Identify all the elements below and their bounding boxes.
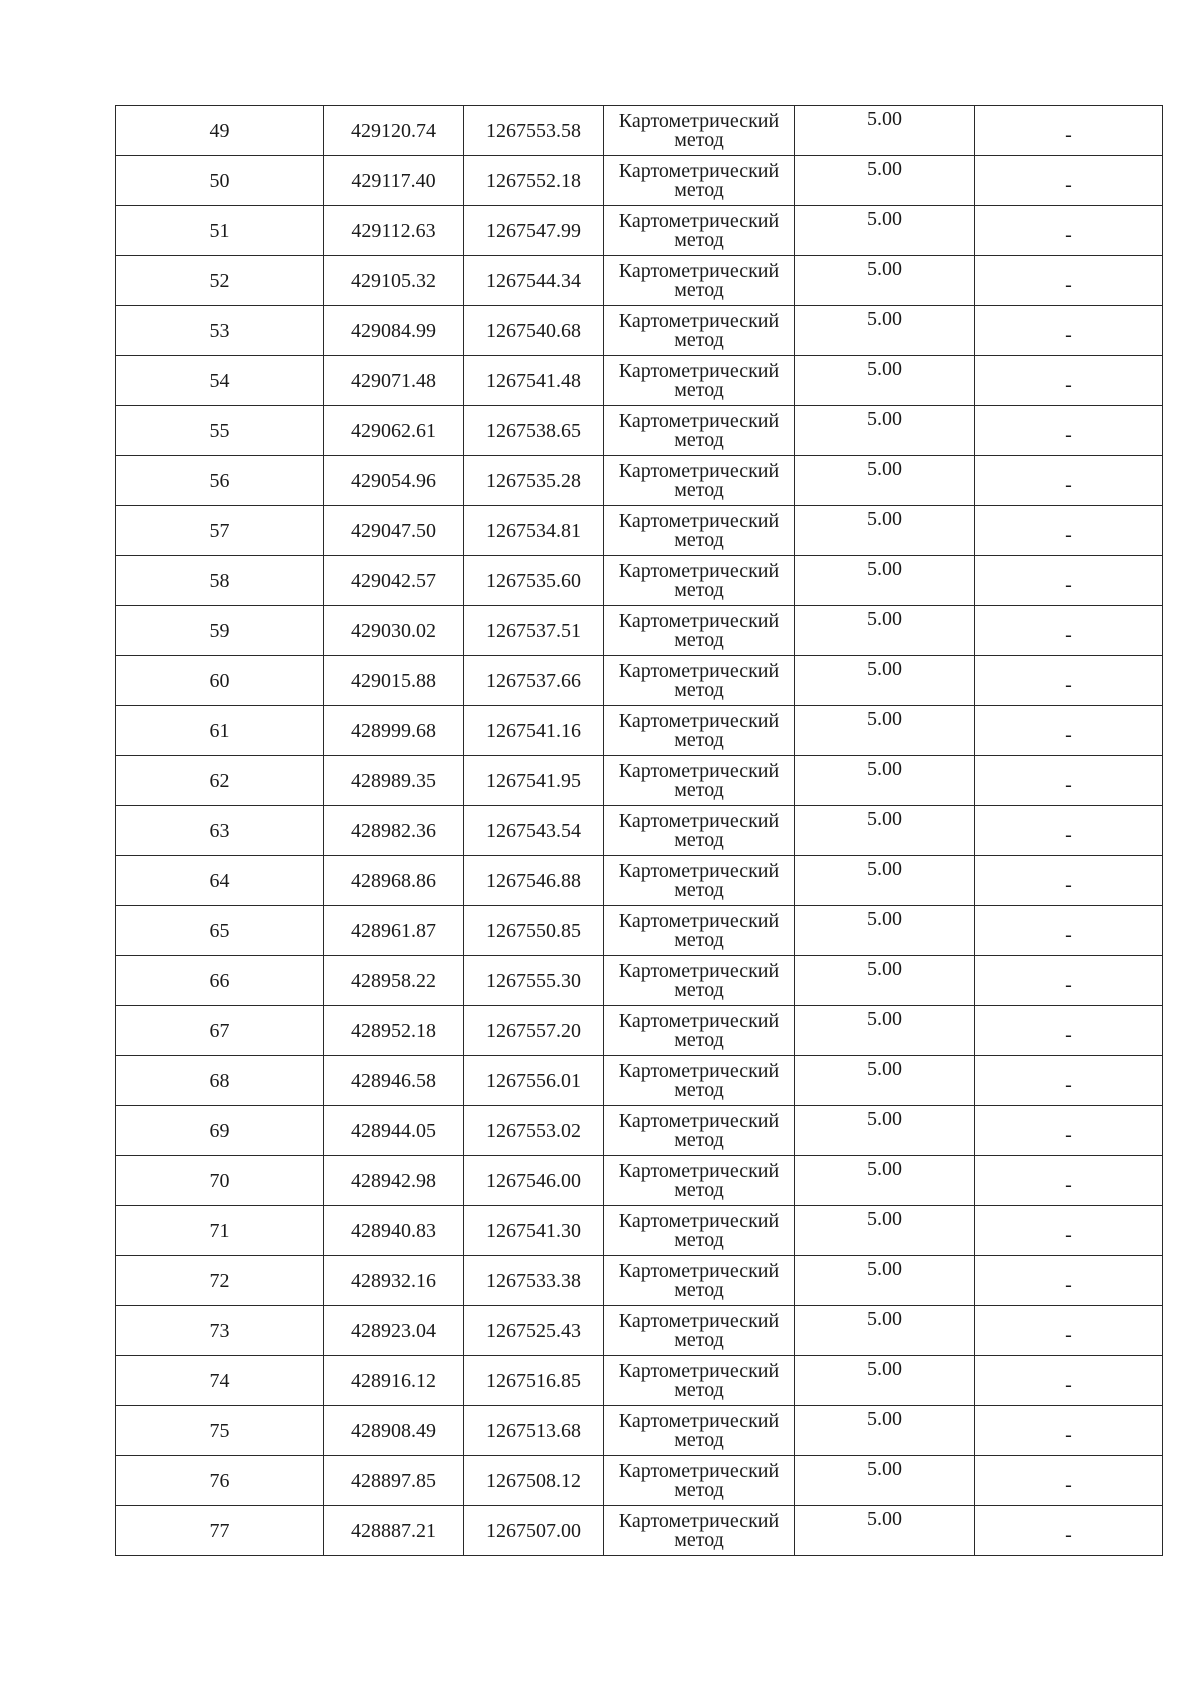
description-cell: - bbox=[975, 956, 1163, 1006]
x-coordinate-cell: 428961.87 bbox=[324, 906, 464, 956]
point-number-cell: 57 bbox=[116, 506, 324, 556]
method-line-1: Картометрический bbox=[618, 960, 780, 982]
point-number-cell: 50 bbox=[116, 156, 324, 206]
y-coordinate-cell: 1267535.28 bbox=[464, 456, 604, 506]
description-cell: - bbox=[975, 856, 1163, 906]
method-cell bbox=[604, 1156, 795, 1206]
description-cell: - bbox=[975, 906, 1163, 956]
table-row bbox=[116, 606, 1163, 656]
point-number-cell: 55 bbox=[116, 406, 324, 456]
method-cell bbox=[604, 656, 795, 706]
accuracy-cell: 5.00 bbox=[795, 606, 975, 656]
x-coordinate-cell: 428908.49 bbox=[324, 1406, 464, 1456]
method-line-2: метод bbox=[674, 1529, 724, 1551]
y-coordinate-cell: 1267543.54 bbox=[464, 806, 604, 856]
method-line-2: метод bbox=[674, 529, 724, 551]
accuracy-cell: 5.00 bbox=[795, 1306, 975, 1356]
method-line-2: метод bbox=[674, 1279, 724, 1301]
table-row bbox=[116, 556, 1163, 606]
method-line-2: метод bbox=[674, 879, 724, 901]
table-row bbox=[116, 1406, 1163, 1456]
method-cell bbox=[604, 956, 795, 1006]
description-cell: - bbox=[975, 606, 1163, 656]
x-coordinate-cell: 429030.02 bbox=[324, 606, 464, 656]
method-line-2: метод bbox=[674, 829, 724, 851]
y-coordinate-cell: 1267535.60 bbox=[464, 556, 604, 606]
accuracy-cell: 5.00 bbox=[795, 106, 975, 156]
method-cell bbox=[604, 556, 795, 606]
method-line-1: Картометрический bbox=[618, 1060, 780, 1082]
x-coordinate-cell: 428897.85 bbox=[324, 1456, 464, 1506]
x-coordinate-cell: 428958.22 bbox=[324, 956, 464, 1006]
method-line-2: метод bbox=[674, 479, 724, 501]
accuracy-cell: 5.00 bbox=[795, 956, 975, 1006]
y-coordinate-cell: 1267546.88 bbox=[464, 856, 604, 906]
y-coordinate-cell: 1267537.66 bbox=[464, 656, 604, 706]
y-coordinate-cell: 1267534.81 bbox=[464, 506, 604, 556]
method-line-1: Картометрический bbox=[618, 760, 780, 782]
table-row bbox=[116, 906, 1163, 956]
accuracy-cell: 5.00 bbox=[795, 1356, 975, 1406]
table-row bbox=[116, 656, 1163, 706]
y-coordinate-cell: 1267541.95 bbox=[464, 756, 604, 806]
method-line-1: Картометрический bbox=[618, 210, 780, 232]
table-row bbox=[116, 156, 1163, 206]
description-cell: - bbox=[975, 1156, 1163, 1206]
accuracy-cell: 5.00 bbox=[795, 206, 975, 256]
method-line-1: Картометрический bbox=[618, 610, 780, 632]
description-cell: - bbox=[975, 256, 1163, 306]
method-cell bbox=[604, 206, 795, 256]
method-line-2: метод bbox=[674, 629, 724, 651]
method-line-1: Картометрический bbox=[618, 110, 780, 132]
x-coordinate-cell: 428952.18 bbox=[324, 1006, 464, 1056]
y-coordinate-cell: 1267540.68 bbox=[464, 306, 604, 356]
method-cell bbox=[604, 1006, 795, 1056]
x-coordinate-cell: 428944.05 bbox=[324, 1106, 464, 1156]
y-coordinate-cell: 1267553.02 bbox=[464, 1106, 604, 1156]
method-line-2: метод bbox=[674, 329, 724, 351]
method-cell bbox=[604, 456, 795, 506]
method-line-1: Картометрический bbox=[618, 1510, 780, 1532]
x-coordinate-cell: 429042.57 bbox=[324, 556, 464, 606]
x-coordinate-cell: 428942.98 bbox=[324, 1156, 464, 1206]
x-coordinate-cell: 428940.83 bbox=[324, 1206, 464, 1256]
accuracy-cell: 5.00 bbox=[795, 406, 975, 456]
y-coordinate-cell: 1267507.00 bbox=[464, 1506, 604, 1556]
accuracy-cell: 5.00 bbox=[795, 506, 975, 556]
table-row bbox=[116, 306, 1163, 356]
method-line-2: метод bbox=[674, 729, 724, 751]
method-cell bbox=[604, 106, 795, 156]
method-line-1: Картометрический bbox=[618, 910, 780, 932]
point-number-cell: 56 bbox=[116, 456, 324, 506]
point-number-cell: 71 bbox=[116, 1206, 324, 1256]
table-row bbox=[116, 256, 1163, 306]
x-coordinate-cell: 428989.35 bbox=[324, 756, 464, 806]
point-number-cell: 67 bbox=[116, 1006, 324, 1056]
table-row bbox=[116, 1456, 1163, 1506]
accuracy-cell: 5.00 bbox=[795, 706, 975, 756]
y-coordinate-cell: 1267541.30 bbox=[464, 1206, 604, 1256]
method-line-2: метод bbox=[674, 779, 724, 801]
method-line-1: Картометрический bbox=[618, 1010, 780, 1032]
method-line-2: метод bbox=[674, 1379, 724, 1401]
x-coordinate-cell: 428932.16 bbox=[324, 1256, 464, 1306]
point-number-cell: 65 bbox=[116, 906, 324, 956]
accuracy-cell: 5.00 bbox=[795, 1056, 975, 1106]
x-coordinate-cell: 429084.99 bbox=[324, 306, 464, 356]
method-line-2: метод bbox=[674, 979, 724, 1001]
x-coordinate-cell: 428946.58 bbox=[324, 1056, 464, 1106]
y-coordinate-cell: 1267552.18 bbox=[464, 156, 604, 206]
accuracy-cell: 5.00 bbox=[795, 556, 975, 606]
point-number-cell: 61 bbox=[116, 706, 324, 756]
point-number-cell: 64 bbox=[116, 856, 324, 906]
coordinates-table-body bbox=[116, 106, 1163, 1556]
x-coordinate-cell: 428916.12 bbox=[324, 1356, 464, 1406]
y-coordinate-cell: 1267541.16 bbox=[464, 706, 604, 756]
x-coordinate-cell: 428968.86 bbox=[324, 856, 464, 906]
method-cell bbox=[604, 906, 795, 956]
table-row bbox=[116, 956, 1163, 1006]
description-cell: - bbox=[975, 1456, 1163, 1506]
method-cell bbox=[604, 1456, 795, 1506]
method-line-1: Картометрический bbox=[618, 1310, 780, 1332]
table-row bbox=[116, 1006, 1163, 1056]
x-coordinate-cell: 428999.68 bbox=[324, 706, 464, 756]
y-coordinate-cell: 1267553.58 bbox=[464, 106, 604, 156]
x-coordinate-cell: 428982.36 bbox=[324, 806, 464, 856]
description-cell: - bbox=[975, 1256, 1163, 1306]
table-row bbox=[116, 856, 1163, 906]
accuracy-cell: 5.00 bbox=[795, 1256, 975, 1306]
accuracy-cell: 5.00 bbox=[795, 1206, 975, 1256]
accuracy-cell: 5.00 bbox=[795, 906, 975, 956]
y-coordinate-cell: 1267557.20 bbox=[464, 1006, 604, 1056]
method-line-1: Картометрический bbox=[618, 1210, 780, 1232]
method-line-2: метод bbox=[674, 279, 724, 301]
point-number-cell: 52 bbox=[116, 256, 324, 306]
x-coordinate-cell: 429117.40 bbox=[324, 156, 464, 206]
point-number-cell: 68 bbox=[116, 1056, 324, 1106]
method-cell bbox=[604, 856, 795, 906]
y-coordinate-cell: 1267544.34 bbox=[464, 256, 604, 306]
table-row bbox=[116, 1356, 1163, 1406]
point-number-cell: 76 bbox=[116, 1456, 324, 1506]
accuracy-cell: 5.00 bbox=[795, 1006, 975, 1056]
method-line-2: метод bbox=[674, 579, 724, 601]
method-line-1: Картометрический bbox=[618, 410, 780, 432]
table-row bbox=[116, 706, 1163, 756]
y-coordinate-cell: 1267556.01 bbox=[464, 1056, 604, 1106]
x-coordinate-cell: 428887.21 bbox=[324, 1506, 464, 1556]
method-line-1: Картометрический bbox=[618, 1360, 780, 1382]
method-cell bbox=[604, 606, 795, 656]
point-number-cell: 75 bbox=[116, 1406, 324, 1456]
method-cell bbox=[604, 256, 795, 306]
method-line-1: Картометрический bbox=[618, 860, 780, 882]
method-line-1: Картометрический bbox=[618, 260, 780, 282]
y-coordinate-cell: 1267508.12 bbox=[464, 1456, 604, 1506]
description-cell: - bbox=[975, 1506, 1163, 1556]
accuracy-cell: 5.00 bbox=[795, 306, 975, 356]
method-line-1: Картометрический bbox=[618, 1260, 780, 1282]
point-number-cell: 69 bbox=[116, 1106, 324, 1156]
method-line-1: Картометрический bbox=[618, 1110, 780, 1132]
point-number-cell: 74 bbox=[116, 1356, 324, 1406]
method-line-2: метод bbox=[674, 1179, 724, 1201]
x-coordinate-cell: 429015.88 bbox=[324, 656, 464, 706]
description-cell: - bbox=[975, 556, 1163, 606]
point-number-cell: 59 bbox=[116, 606, 324, 656]
method-line-1: Картометрический bbox=[618, 310, 780, 332]
accuracy-cell: 5.00 bbox=[795, 156, 975, 206]
table-row bbox=[116, 406, 1163, 456]
point-number-cell: 53 bbox=[116, 306, 324, 356]
point-number-cell: 54 bbox=[116, 356, 324, 406]
method-line-1: Картометрический bbox=[618, 810, 780, 832]
method-line-1: Картометрический bbox=[618, 560, 780, 582]
description-cell: - bbox=[975, 656, 1163, 706]
table-row bbox=[116, 506, 1163, 556]
description-cell: - bbox=[975, 306, 1163, 356]
method-cell bbox=[604, 1406, 795, 1456]
method-line-2: метод bbox=[674, 1229, 724, 1251]
method-line-2: метод bbox=[674, 1079, 724, 1101]
point-number-cell: 51 bbox=[116, 206, 324, 256]
method-cell bbox=[604, 756, 795, 806]
method-line-2: метод bbox=[674, 229, 724, 251]
method-line-1: Картометрический bbox=[618, 360, 780, 382]
accuracy-cell: 5.00 bbox=[795, 456, 975, 506]
method-line-1: Картометрический bbox=[618, 660, 780, 682]
description-cell: - bbox=[975, 406, 1163, 456]
method-cell bbox=[604, 356, 795, 406]
point-number-cell: 49 bbox=[116, 106, 324, 156]
x-coordinate-cell: 429062.61 bbox=[324, 406, 464, 456]
point-number-cell: 73 bbox=[116, 1306, 324, 1356]
accuracy-cell: 5.00 bbox=[795, 656, 975, 706]
method-cell bbox=[604, 806, 795, 856]
x-coordinate-cell: 429120.74 bbox=[324, 106, 464, 156]
table-row bbox=[116, 1256, 1163, 1306]
description-cell: - bbox=[975, 156, 1163, 206]
method-cell bbox=[604, 1306, 795, 1356]
method-cell bbox=[604, 1056, 795, 1106]
y-coordinate-cell: 1267555.30 bbox=[464, 956, 604, 1006]
method-cell bbox=[604, 706, 795, 756]
table-row bbox=[116, 1306, 1163, 1356]
y-coordinate-cell: 1267538.65 bbox=[464, 406, 604, 456]
method-cell bbox=[604, 406, 795, 456]
y-coordinate-cell: 1267541.48 bbox=[464, 356, 604, 406]
method-line-1: Картометрический bbox=[618, 160, 780, 182]
x-coordinate-cell: 429112.63 bbox=[324, 206, 464, 256]
table-row bbox=[116, 806, 1163, 856]
method-line-2: метод bbox=[674, 929, 724, 951]
y-coordinate-cell: 1267550.85 bbox=[464, 906, 604, 956]
y-coordinate-cell: 1267516.85 bbox=[464, 1356, 604, 1406]
method-line-2: метод bbox=[674, 679, 724, 701]
coordinates-table bbox=[115, 105, 1163, 1556]
y-coordinate-cell: 1267513.68 bbox=[464, 1406, 604, 1456]
method-line-1: Картометрический bbox=[618, 1160, 780, 1182]
accuracy-cell: 5.00 bbox=[795, 1456, 975, 1506]
description-cell: - bbox=[975, 1356, 1163, 1406]
method-cell bbox=[604, 156, 795, 206]
method-line-2: метод bbox=[674, 129, 724, 151]
x-coordinate-cell: 428923.04 bbox=[324, 1306, 464, 1356]
method-line-2: метод bbox=[674, 1129, 724, 1151]
method-line-2: метод bbox=[674, 179, 724, 201]
method-line-1: Картометрический bbox=[618, 710, 780, 732]
table-row bbox=[116, 756, 1163, 806]
y-coordinate-cell: 1267525.43 bbox=[464, 1306, 604, 1356]
method-line-2: метод bbox=[674, 379, 724, 401]
description-cell: - bbox=[975, 1206, 1163, 1256]
method-line-1: Картометрический bbox=[618, 510, 780, 532]
accuracy-cell: 5.00 bbox=[795, 1156, 975, 1206]
description-cell: - bbox=[975, 1406, 1163, 1456]
point-number-cell: 60 bbox=[116, 656, 324, 706]
y-coordinate-cell: 1267533.38 bbox=[464, 1256, 604, 1306]
table-row bbox=[116, 1106, 1163, 1156]
method-cell bbox=[604, 1106, 795, 1156]
table-row bbox=[116, 1156, 1163, 1206]
y-coordinate-cell: 1267546.00 bbox=[464, 1156, 604, 1206]
description-cell: - bbox=[975, 106, 1163, 156]
method-cell bbox=[604, 306, 795, 356]
method-line-2: метод bbox=[674, 1429, 724, 1451]
description-cell: - bbox=[975, 456, 1163, 506]
method-line-1: Картометрический bbox=[618, 1410, 780, 1432]
point-number-cell: 63 bbox=[116, 806, 324, 856]
table-row bbox=[116, 456, 1163, 506]
x-coordinate-cell: 429054.96 bbox=[324, 456, 464, 506]
table-row bbox=[116, 106, 1163, 156]
accuracy-cell: 5.00 bbox=[795, 1106, 975, 1156]
point-number-cell: 66 bbox=[116, 956, 324, 1006]
method-line-2: метод bbox=[674, 1329, 724, 1351]
point-number-cell: 77 bbox=[116, 1506, 324, 1556]
accuracy-cell: 5.00 bbox=[795, 356, 975, 406]
method-cell bbox=[604, 1356, 795, 1406]
table-row bbox=[116, 356, 1163, 406]
description-cell: - bbox=[975, 1056, 1163, 1106]
method-cell bbox=[604, 506, 795, 556]
y-coordinate-cell: 1267547.99 bbox=[464, 206, 604, 256]
accuracy-cell: 5.00 bbox=[795, 1506, 975, 1556]
point-number-cell: 70 bbox=[116, 1156, 324, 1206]
description-cell: - bbox=[975, 706, 1163, 756]
description-cell: - bbox=[975, 506, 1163, 556]
description-cell: - bbox=[975, 1006, 1163, 1056]
method-cell bbox=[604, 1506, 795, 1556]
accuracy-cell: 5.00 bbox=[795, 1406, 975, 1456]
method-line-1: Картометрический bbox=[618, 460, 780, 482]
accuracy-cell: 5.00 bbox=[795, 856, 975, 906]
table-row bbox=[116, 206, 1163, 256]
description-cell: - bbox=[975, 756, 1163, 806]
description-cell: - bbox=[975, 1306, 1163, 1356]
description-cell: - bbox=[975, 356, 1163, 406]
method-line-1: Картометрический bbox=[618, 1460, 780, 1482]
table-row bbox=[116, 1056, 1163, 1106]
description-cell: - bbox=[975, 206, 1163, 256]
point-number-cell: 58 bbox=[116, 556, 324, 606]
method-line-2: метод bbox=[674, 1479, 724, 1501]
accuracy-cell: 5.00 bbox=[795, 756, 975, 806]
x-coordinate-cell: 429071.48 bbox=[324, 356, 464, 406]
description-cell: - bbox=[975, 1106, 1163, 1156]
description-cell: - bbox=[975, 806, 1163, 856]
table-row bbox=[116, 1206, 1163, 1256]
accuracy-cell: 5.00 bbox=[795, 806, 975, 856]
accuracy-cell: 5.00 bbox=[795, 256, 975, 306]
x-coordinate-cell: 429047.50 bbox=[324, 506, 464, 556]
y-coordinate-cell: 1267537.51 bbox=[464, 606, 604, 656]
method-line-2: метод bbox=[674, 1029, 724, 1051]
x-coordinate-cell: 429105.32 bbox=[324, 256, 464, 306]
point-number-cell: 72 bbox=[116, 1256, 324, 1306]
method-line-2: метод bbox=[674, 429, 724, 451]
table-row bbox=[116, 1506, 1163, 1556]
point-number-cell: 62 bbox=[116, 756, 324, 806]
method-cell bbox=[604, 1206, 795, 1256]
method-cell bbox=[604, 1256, 795, 1306]
